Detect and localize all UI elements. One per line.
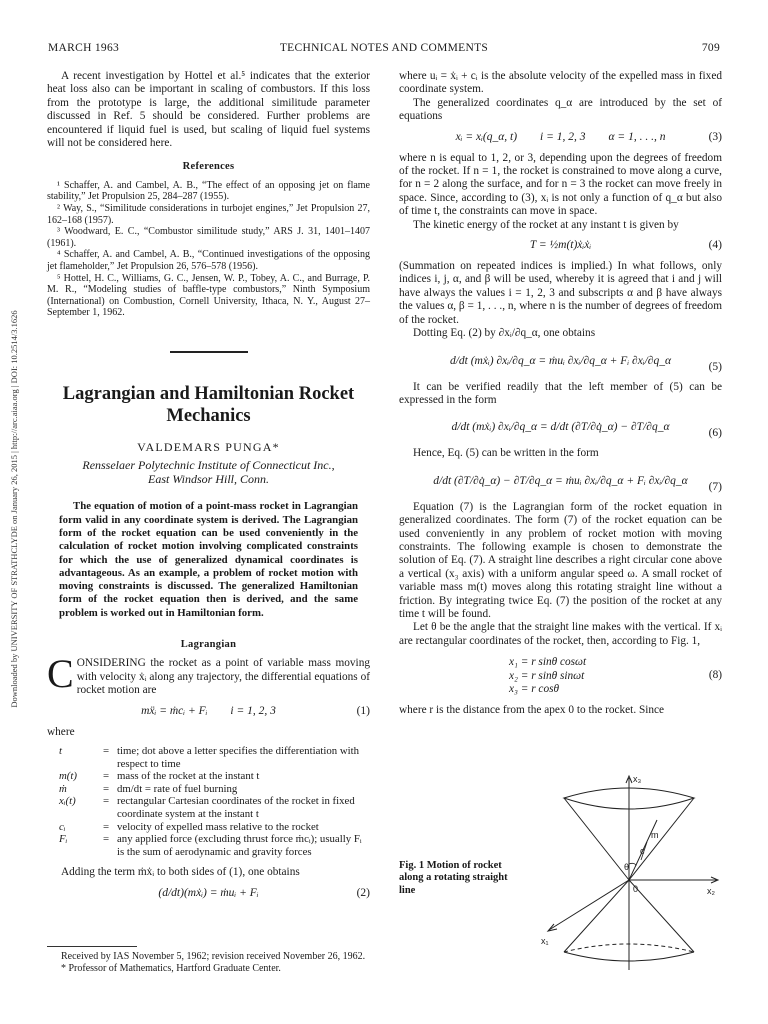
lagrangian-title: Lagrangian xyxy=(180,639,237,651)
paragraph: where n is equal to 1, 2, or 3, depending upon the degrees of freedom of the rocket. If n = 1, the rocket is constrained to move along a curve, for n = 2 along the surface, and for n = 3 the rocket can move freely in space. Since, according to (3), xᵢ is not only a function of q_α but also of time t, the constraints can move in space. xyxy=(399,151,722,218)
velocity-label: c xyxy=(640,846,645,856)
definition-row xyxy=(47,745,370,770)
lagrangian-paragraph-text: ONSIDERING the rocket as a point of variable mass moving with velocity ẋᵢ along any trajectory, the differential equations of rocket motion are xyxy=(76,657,370,697)
theta-label: θ xyxy=(624,862,630,872)
equation-1-text: mẍᵢ = ṁcᵢ + Fᵢ i = 1, 2, 3 xyxy=(141,704,276,717)
left-column xyxy=(47,70,370,908)
definition-row xyxy=(47,833,370,858)
equation-7-number: (7) xyxy=(708,480,722,493)
cone-diagram xyxy=(529,770,729,980)
paragraph: Hence, Eq. (5) can be written in the form xyxy=(413,447,599,460)
rocket-mass-label: m xyxy=(651,830,659,840)
definition-text: any applied force (excluding thrust force ṁcᵢ); usually Fᵢ is the sum of aerodynamic and gravity forces xyxy=(117,833,362,858)
equation-6 xyxy=(399,414,722,440)
definition-equals: = xyxy=(103,820,110,833)
equation-4 xyxy=(399,239,722,253)
definition-equals: = xyxy=(103,782,110,795)
equation-7 xyxy=(399,468,722,494)
reference-item: ³ Woodward, E. C., “Combustor similitude study,” ARS J. 31, 1401–1407 (1961). xyxy=(47,226,370,249)
cone-generator xyxy=(564,880,629,952)
definition-text: rectangular Cartesian coordinates of the rocket in fixed coordinate system at the instant t xyxy=(117,795,355,821)
article-author: VALDEMARS PUNGA* xyxy=(137,439,280,454)
footnote-professor: * Professor of Mathematics, Hartford Graduate Center. xyxy=(61,962,281,974)
author-affiliation xyxy=(47,458,370,486)
definition-equals: = xyxy=(103,770,110,783)
equation-2 xyxy=(47,887,370,901)
cone-generator xyxy=(629,798,694,880)
paragraph: The generalized coordinates q_α are introduced by the set of equations xyxy=(399,96,722,123)
definition-text: time; dot above a letter specifies the differentiation with respect to time xyxy=(117,745,360,770)
paragraph: It can be verified readily that the left member of (5) can be expressed in the form xyxy=(399,380,722,406)
lagrangian-paragraph xyxy=(47,651,370,697)
header-date: MARCH 1963 xyxy=(48,42,120,54)
equation-3-text: xᵢ = xᵢ(q_α, t) i = 1, 2, 3 α = 1, . . ., n xyxy=(455,130,666,143)
paragraph: Equation (7) is the Lagrangian form of the rocket equation in generalized coordinates. The form (7) of the rocket equation can be used conveniently in any problem of rocket motion with moving constraints. The following example is chosen to demonstrate the solution of Eq. (7). A straight line describes a right circular cone above a vertical (x₃ axis) with a uniform angular speed ω. A small rocket of variable mass m(t) moves along this rotating straight line without a friction. By integrating twice Eq. (7) the position of the rocket at any time t will be found. xyxy=(399,500,722,620)
intro-paragraph: A recent investigation by Hottel et al.⁵ indicates that the exterior heat loss also can be important in scaling of combustors. If this loss from the prototype is large, the additional similitude parameter discussed in Ref. 5 should be considered. Further problems are encountered if liquid fuel is used, but scaling of liquid fuel systems will not be considered here. xyxy=(47,70,370,150)
reference-item: ² Way, S., “Similitude considerations in turbojet engines,” Jet Propulsion 27, 162–168 (1957). xyxy=(47,203,370,226)
paragraph: The kinetic energy of the rocket at any instant t is given by xyxy=(413,218,679,231)
definition-row xyxy=(47,821,370,834)
adding-paragraph: Adding the term ṁẋᵢ to both sides of (1), one obtains xyxy=(61,866,300,879)
abstract: The equation of motion of a point-mass rocket in Lagrangian form valid in any coordinate system is derived. The Lagrangian form of the rocket equation can be used conveniently in the calculation of rocket motion involving complicated constraints for which the use of generalized dynamical coordinates is advantageous. As an example, a problem of rocket motion with moving constraints is discussed. The generalized Hamiltonian form of the rocket equation then is derived, and the same problem is worked out in Hamiltonian form. xyxy=(59,500,358,619)
equation-3 xyxy=(399,131,722,145)
definition-symbol: t xyxy=(59,745,62,758)
reference-item: ⁵ Hottel, H. C., Williams, G. C., Jensen, W. P., Tobey, A. C., and Burrage, P. M. R., “Modeling studies of baffle-type combustors,” Ninth Symposium (International) on Combustion, Cornell University, Ithaca, N. Y., August 27–September 1, 1962. xyxy=(47,272,370,319)
definition-row xyxy=(47,783,370,796)
figure-1 xyxy=(399,770,729,980)
header-section: TECHNICAL NOTES AND COMMENTS xyxy=(279,42,489,54)
footnotes xyxy=(47,946,370,974)
definition-text: dm/dt = rate of fuel burning xyxy=(117,782,238,795)
equation-8-line: x₃ = r cosθ xyxy=(509,683,560,695)
equation-7-text: d/dt (∂T/∂q̇_α) − ∂T/∂q_α = ṁuᵢ ∂xᵢ/∂q_α + Fᵢ ∂xᵢ/∂q_α xyxy=(433,474,688,487)
equation-6-number: (6) xyxy=(708,427,722,440)
definition-equals: = xyxy=(103,795,110,808)
definition-row xyxy=(47,770,370,783)
x1-axis xyxy=(549,880,629,930)
equation-5-number: (5) xyxy=(708,360,722,373)
definition-symbol: m(t) xyxy=(59,770,77,783)
cone-generator xyxy=(629,880,694,952)
definitions-list xyxy=(47,745,370,858)
equation-8-number: (8) xyxy=(708,669,722,682)
equation-5-text: d/dt (mẋᵢ) ∂xᵢ/∂q_α = ṁuᵢ ∂xᵢ/∂q_α + Fᵢ ∂xᵢ/∂q_α xyxy=(449,354,672,367)
equation-2-number: (2) xyxy=(356,886,370,899)
equation-6-text: d/dt (mẋᵢ) ∂xᵢ/∂q_α = d/dt (∂T/∂q̇_α) − ∂T/∂q_α xyxy=(451,421,670,434)
origin-label: 0 xyxy=(633,884,639,894)
affiliation-line: Rensselaer Polytechnic Institute of Connecticut Inc., xyxy=(82,458,335,473)
x2-label: x₂ xyxy=(707,886,715,896)
definition-symbol: xᵢ(t) xyxy=(59,795,76,808)
drop-cap: C xyxy=(47,651,74,697)
where-label: where xyxy=(47,725,75,738)
paragraph: Let θ be the angle that the straight line makes with the vertical. If xᵢ are rectangular coordinates of the rocket, then, according to Fig. 1, xyxy=(399,621,722,647)
header-page-number: 709 xyxy=(701,42,720,54)
download-sidenote xyxy=(8,300,20,720)
right-column xyxy=(399,70,722,718)
definition-equals: = xyxy=(103,745,110,758)
figure-caption: Fig. 1 Motion of rocket along a rotating straight line xyxy=(399,860,508,896)
definition-symbol: Fᵢ xyxy=(59,833,68,846)
definition-equals: = xyxy=(103,833,110,846)
equation-1-number: (1) xyxy=(356,704,370,717)
definition-symbol: cᵢ xyxy=(59,820,66,833)
equation-4-number: (4) xyxy=(708,239,722,252)
equation-3-number: (3) xyxy=(708,130,722,143)
download-sidenote-text: Downloaded by UNIVERSITY OF STRATHCLYDE on January 26, 2015 | http://arc.aiaa.org | DOI: 10.2514/3.1626 xyxy=(9,310,19,708)
equation-8-line: x₂ = r sinθ sinωt xyxy=(509,669,585,682)
equation-8-line: x₁ = r sinθ cosωt xyxy=(509,656,587,669)
x1-label: x₁ xyxy=(541,936,549,946)
equation-1 xyxy=(47,705,370,719)
x3-label: x₃ xyxy=(633,774,642,784)
reference-item: ⁴ Schaffer, A. and Cambel, A. B., “Continued investigations of the opposing jet flameholder,” Jet Propulsion 26, 576–578 (1956). xyxy=(47,249,370,272)
equation-8 xyxy=(399,656,722,696)
references-title: References xyxy=(182,161,235,173)
reference-item: ¹ Schaffer, A. and Cambel, A. B., “The effect of an opposing jet on flame stability,” Jet Propulsion 25, 284–287 (1955). xyxy=(47,179,370,203)
paragraph: (Summation on repeated indices is implied.) In what follows, only indices i, j, α, and β will be used, whereby it is agreed that i and j will have always the values i = 1, 2, 3 and subscripts α and β have always the values α, β = 1, . . ., n, where n is the number of degrees of freedom of the rocket. xyxy=(399,260,722,326)
paragraph: where r is the distance from the apex 0 to the rocket. Since xyxy=(399,704,665,717)
section-divider xyxy=(170,351,248,353)
affiliation-line: East Windsor Hill, Conn. xyxy=(147,472,269,487)
footnote-received: Received by IAS November 5, 1962; revision received November 26, 1962. xyxy=(61,951,366,962)
definition-row xyxy=(47,795,370,820)
equation-4-text: T = ½m(t)ẋᵢẋᵢ xyxy=(529,239,592,252)
article-title: Lagrangian and Hamiltonian Rocket Mechanics xyxy=(62,383,355,426)
footnote-rule xyxy=(47,946,137,947)
paragraph: Dotting Eq. (2) by ∂xᵢ/∂q_α, one obtains xyxy=(413,327,596,340)
equation-5 xyxy=(399,348,722,374)
definition-text: mass of the rocket at the instant t xyxy=(117,770,260,783)
cone-generator xyxy=(564,798,629,880)
equation-2-text: (d/dt)(mẋᵢ) = ṁuᵢ + Fᵢ xyxy=(158,886,259,899)
theta-arc xyxy=(629,863,636,866)
paragraph: where uᵢ = ẋᵢ + cᵢ is the absolute velocity of the expelled mass in fixed coordinate system. xyxy=(399,70,722,96)
definition-text: velocity of expelled mass relative to the rocket xyxy=(117,820,319,833)
definition-symbol: ṁ xyxy=(59,782,67,795)
